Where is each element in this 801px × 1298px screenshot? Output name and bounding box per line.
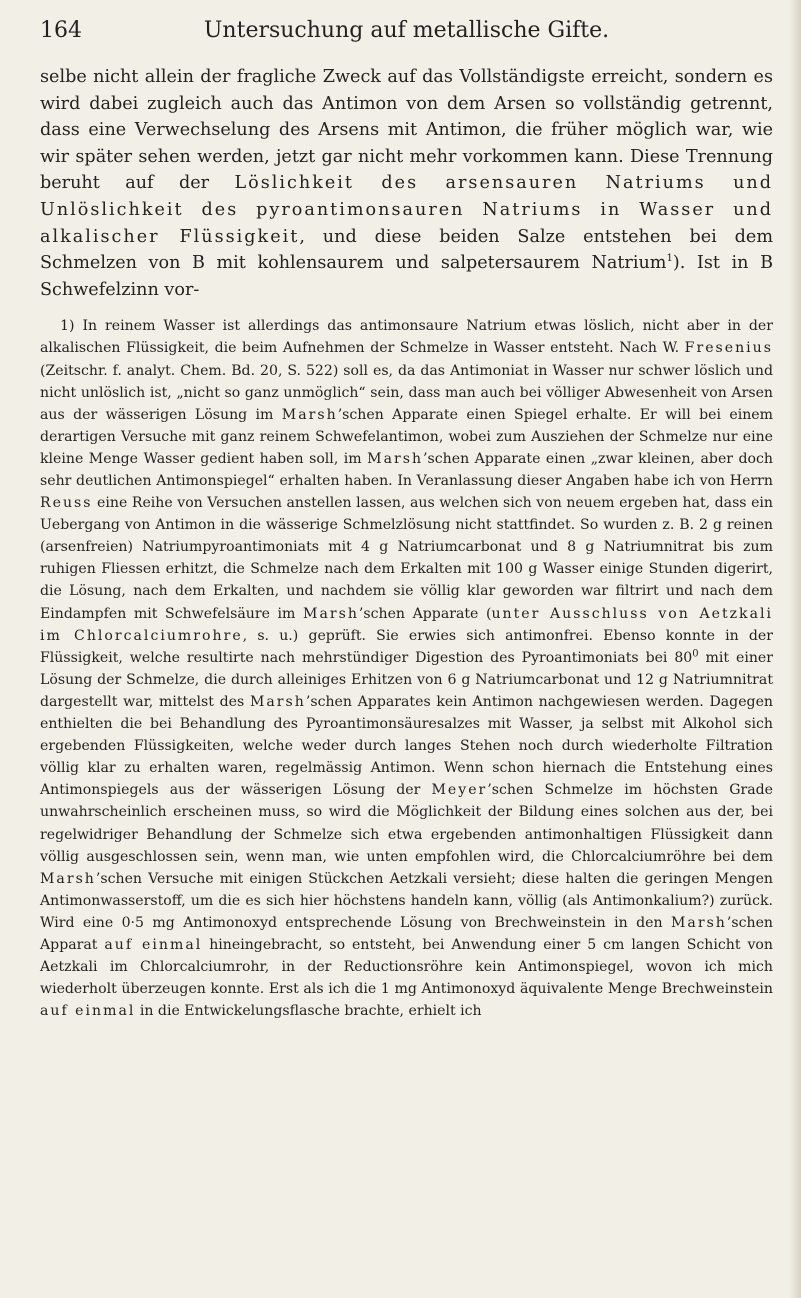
- degree-sign: 0: [692, 648, 699, 660]
- footnote-seg: (Zeitschr. f. analyt. Chem. Bd. 20, S. 522) soll es, da das Antimoniat in Wasser nur schwer löslich und nicht unlöslich ist, „nicht so ganz unmöglich“ sein, dass man auch bei völliger Abwesenheit von Arsen aus der wässerigen Lösung im: [40, 362, 773, 423]
- emphasis: auf einmal: [104, 936, 203, 953]
- page-edge-shadow: [789, 0, 801, 1298]
- author-name: Marsh: [249, 693, 306, 710]
- emphasis: unter Ausschluss von Aetzkali im Chlorcalciumrohre: [40, 605, 774, 644]
- main-paragraph: [40, 64, 773, 303]
- footnote-seg: , s. u.) geprüft. Sie erwies sich antimonfrei. Ebenso konnte in der Flüssigkeit, welche resultirte nach mehrstündiger Digestion des Pyroantimoniats bei 80: [40, 627, 774, 666]
- footnote-seg: ’schen Apparates kein Antimon nachgewiesen werden. Dagegen enthielten die bei Behandlung des Pyroantimonsäuresalzes mit Wasser, ja selbst mit Alkohol sich ergebenden Flüssigkeiten, welche weder durch langes Stehen noch durch wiederholte Filtration völlig klar zu erhalten waren, regelmässig Antimon. Wenn schon hiernach die Entstehung eines Antimonspiegels aus der wässerigen Lösung der: [40, 693, 773, 799]
- footnote-marker: 1): [60, 318, 75, 335]
- footnote: [40, 315, 773, 1022]
- main-text-3: ). Ist in B Schwefelzinn vor-: [40, 253, 773, 300]
- footnote-seg: ’schen Apparat: [40, 914, 773, 953]
- page-header: [40, 18, 773, 56]
- footnote-seg: eine Reihe von Versuchen anstellen lassen, aus welchen sich von neuem ergeben hat, dass ein Uebergang von Antimon in die wässerige Schmelzlösung nicht stattfindet. So wurden z. B. 2 g reinen (arsenfreien) Natriumpyroantimoniats mit 4 g Natriumcarbonat und 8 g Natriumnitrat bis zum ruhigen Fliessen erhitzt, die Schmelze nach dem Erkalten mit 100 g Wasser einige Stunden digerirt, die Lösung, nach dem Erkalten, und nachdem sie völlig klar geworden war filtrirt und nach dem Eindampfen mit Schwefelsäure im: [40, 495, 773, 622]
- footnote-ref[interactable]: 1: [666, 253, 673, 265]
- author-name: Marsh: [303, 605, 359, 622]
- author-name: Marsh: [281, 406, 338, 423]
- footnote-seg: mit einer Lösung der Schmelze, die durch alleiniges Erhitzen von 6 g Natriumcarbonat und 12 g Natriumnitrat dargestellt war, mittelst des: [40, 649, 773, 710]
- footnote-seg: ’schen Apparate einen „zwar kleinen, aber doch sehr deutlichen Antimonspiegel“ erhalten haben. In Veranlassung dieser Angaben habe ich von Herrn: [40, 450, 773, 489]
- page-number: 164: [40, 18, 82, 43]
- main-text-2: , und diese beiden Salze entstehen bei dem Schmelzen von B mit kohlensaurem und salpetersaurem Natrium: [40, 226, 773, 274]
- author-name: Reuss: [40, 495, 93, 512]
- author-name: Marsh: [367, 450, 424, 467]
- running-title: Untersuchung auf metallische Gifte.: [203, 18, 610, 43]
- author-name: Marsh: [671, 914, 727, 931]
- author-name: Marsh: [40, 870, 96, 887]
- footnote-seg: In reinem Wasser ist allerdings das antimonsaure Natrium etwas löslich, nicht aber in der alkalischen Flüssigkeit, die beim Aufnehmen der Schmelze in Wasser entsteht. Nach W.: [40, 318, 773, 357]
- main-text-1: selbe nicht allein der fragliche Zweck auf das Vollständigste erreicht, sondern es wird dabei zugleich auch das Antimon von dem Arsen so vollständig getrennt, dass eine Verwechselung des Arsens mit Antimon, die früher möglich war, wie wir später sehen werden, jetzt gar nicht mehr vorkommen kann. Diese Trennung beruht auf der: [40, 67, 773, 194]
- footnote-seg: ’schen Schmelze im höchsten Grade unwahrscheinlich erscheinen muss, so wird die Möglichkeit der Bildung eines solchen aus der, bei regelwidriger Behandlung der Schmelze sich etwa ergebenden antimonhaltigen Flüssigkeit dann völlig ausgeschlossen sein, wenn man, wie unten empfohlen wird, die Chlorcalciumröhre bei dem: [40, 782, 773, 865]
- emphasis: auf einmal: [40, 1003, 136, 1020]
- page: [40, 18, 773, 1022]
- author-name: Fresenius: [684, 340, 773, 357]
- footnote-seg: in die Entwickelungsflasche brachte, erhielt ich: [135, 1003, 482, 1020]
- footnote-text: [40, 315, 773, 1022]
- footnote-seg: ’schen Versuche mit einigen Stückchen Aetzkali versieht; diese halten die geringen Mengen Antimonwasserstoff, um die es sich hier höchstens handeln kann, völlig (als Antimonkalium?) zurück. Wird eine 0·5 mg Antimonoxyd entsprechende Lösung von Brechweinstein in den: [40, 870, 773, 931]
- footnote-seg: hineingebracht, so entsteht, bei Anwendung einer 5 cm langen Schicht von Aetzkali im Chlorcalciumrohr, in der Reductionsröhre kein Antimonspiegel, wovon ich mich wiederholt überzeugen konnte. Erst als ich die 1 mg Antimonoxyd äquivalente Menge Brechweinstein: [40, 936, 773, 998]
- footnote-seg: ’schen Apparate einen Spiegel erhalte. Er will bei einem derartigen Versuche mit ganz reinem Schwefelantimon, wobei zum Ausziehen der Schmelze nur eine kleine Menge Wasser gedient haben soll, im: [40, 406, 773, 467]
- footnote-seg: ’schen Apparate (: [358, 605, 492, 622]
- main-text-spaced: Löslichkeit des arsensauren Natriums und Unlöslichkeit des pyroantimonsauren Natriums in Wasser und alkalischer Flüssigkeit: [40, 173, 773, 247]
- author-name: Meyer: [431, 782, 488, 799]
